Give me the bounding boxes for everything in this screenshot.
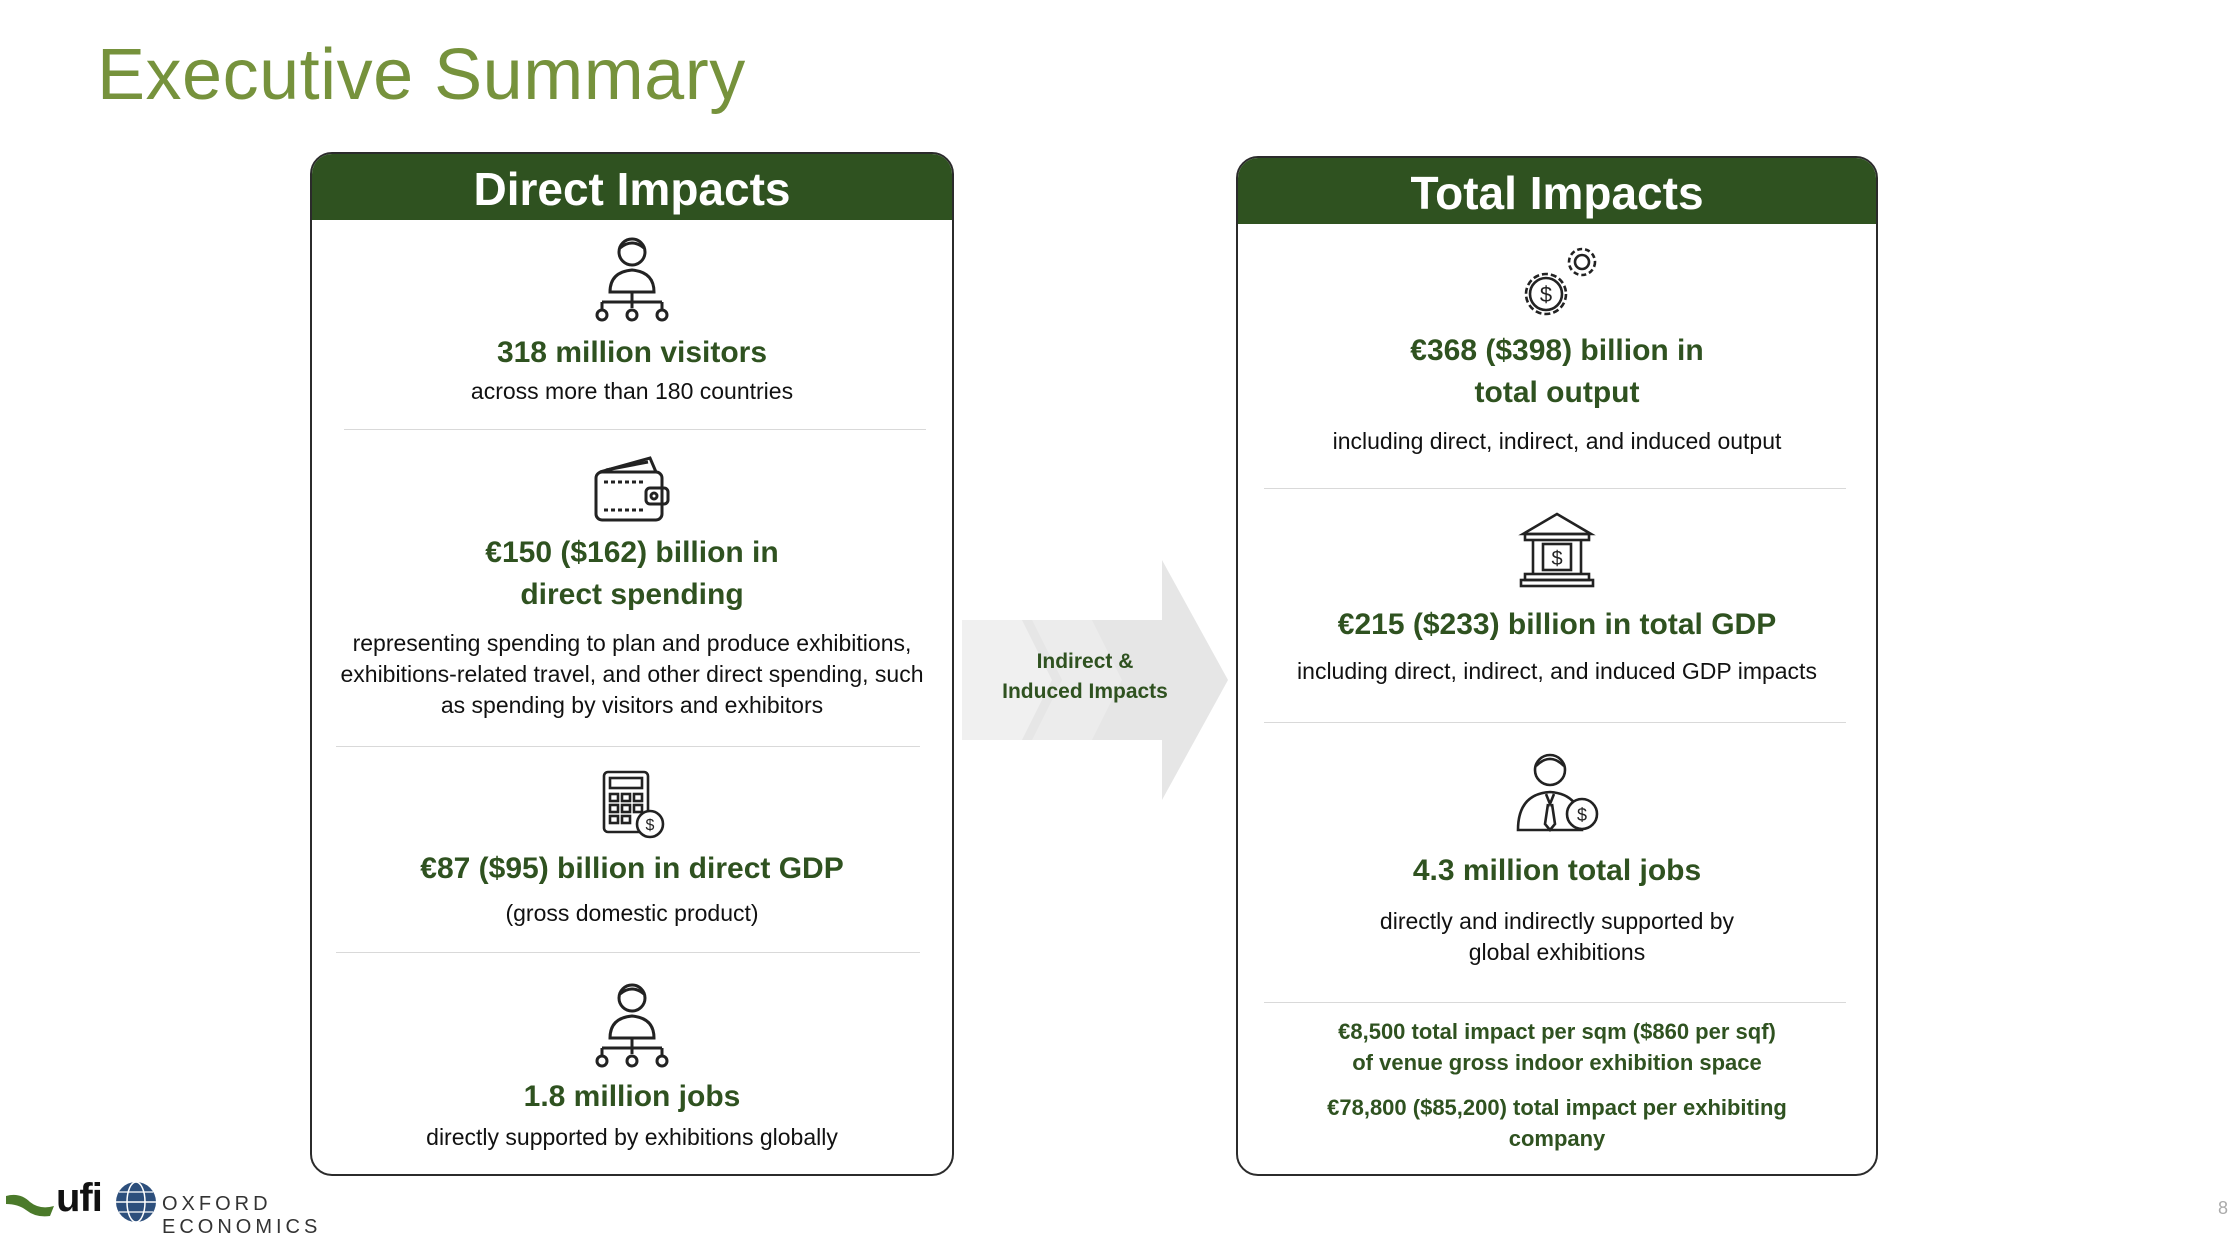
oxford-economics-logo-text: OXFORD ECONOMICS [162, 1193, 322, 1238]
per-unit-impacts [1238, 1016, 1876, 1154]
page-number: 8 [2217, 1198, 2228, 1218]
direct-impacts-header: Direct Impacts [312, 154, 952, 220]
direct-gdp-block [312, 768, 952, 929]
divider [1264, 1002, 1846, 1003]
calculator-coin-icon [594, 768, 670, 844]
total-jobs-desc [1238, 906, 1876, 968]
total-output-desc: including direct, indirect, and induced output [1332, 428, 1782, 454]
per-exhibitor-impact-line: company [1508, 1126, 1606, 1151]
visitors-network-icon [592, 234, 672, 324]
total-gdp-desc: including direct, indirect, and induced GDP impacts [1297, 658, 1817, 684]
spending-desc-line: as spending by visitors and exhibitors [440, 692, 824, 718]
divider [336, 952, 920, 953]
spending-metric-line2: direct spending [520, 578, 744, 611]
arrow-label [985, 647, 1185, 707]
direct-jobs-metric: 1.8 million jobs [523, 1080, 741, 1113]
divider [336, 746, 920, 747]
visitors-desc: across more than 180 countries [470, 378, 794, 404]
visitors-metric: 318 million visitors [496, 336, 768, 369]
per-sqm-impact-line: of venue gross indoor exhibition space [1352, 1050, 1762, 1075]
jobs-network-icon [592, 980, 672, 1070]
wallet-icon [592, 454, 672, 526]
spending-desc [312, 628, 952, 721]
ufi-swoosh-icon [6, 1192, 58, 1222]
spending-metric-line1: €150 ($162) billion in [485, 536, 779, 569]
total-jobs-block [1238, 748, 1876, 968]
svg-text:$: $ [1576, 805, 1588, 825]
spending-desc-line: exhibitions-related travel, and other direct spending, such [340, 661, 924, 687]
arrow-label-line: Indirect & [1036, 650, 1134, 673]
direct-gdp-desc: (gross domestic product) [505, 900, 759, 926]
globe-icon [114, 1180, 158, 1224]
total-gdp-block [1238, 510, 1876, 687]
total-jobs-desc-line: global exhibitions [1468, 939, 1646, 965]
ufi-logo-text: ufi [56, 1176, 102, 1220]
total-output-metric-line2: total output [1474, 376, 1640, 409]
bank-icon [1517, 510, 1597, 590]
spending-desc-line: representing spending to plan and produce exhibitions, [352, 630, 912, 656]
total-impacts-header: Total Impacts [1238, 158, 1876, 224]
per-exhibitor-impact-line: €78,800 ($85,200) total impact per exhibiting [1327, 1095, 1787, 1120]
total-impacts-panel [1236, 156, 1878, 1176]
direct-gdp-metric: €87 ($95) billion in direct GDP [420, 852, 844, 885]
svg-text:$: $ [1539, 282, 1553, 307]
direct-jobs-block [312, 980, 952, 1153]
svg-text:$: $ [1551, 548, 1563, 570]
slide-title: Executive Summary [97, 35, 746, 115]
divider [1264, 722, 1846, 723]
total-output-block [1238, 242, 1876, 457]
total-output-metric-line1: €368 ($398) billion in [1410, 334, 1704, 367]
divider [344, 429, 926, 430]
direct-impacts-panel [310, 152, 954, 1176]
total-jobs-metric: 4.3 million total jobs [1412, 854, 1702, 887]
per-sqm-impact-line: €8,500 total impact per sqm ($860 per sqf) [1338, 1019, 1776, 1044]
direct-jobs-desc: directly supported by exhibitions globally [426, 1124, 838, 1150]
total-gdp-metric: €215 ($233) billion in total GDP [1337, 608, 1777, 641]
arrow-label-line: Induced Impacts [1002, 680, 1168, 703]
total-jobs-desc-line: directly and indirectly supported by [1379, 908, 1735, 934]
gears-dollar-icon [1512, 242, 1602, 326]
divider [1264, 488, 1846, 489]
svg-text:$: $ [645, 817, 655, 834]
footer-logos [6, 1176, 406, 1238]
visitors-block [312, 234, 952, 407]
spending-block [312, 454, 952, 721]
businessman-dollar-icon [1512, 748, 1602, 834]
